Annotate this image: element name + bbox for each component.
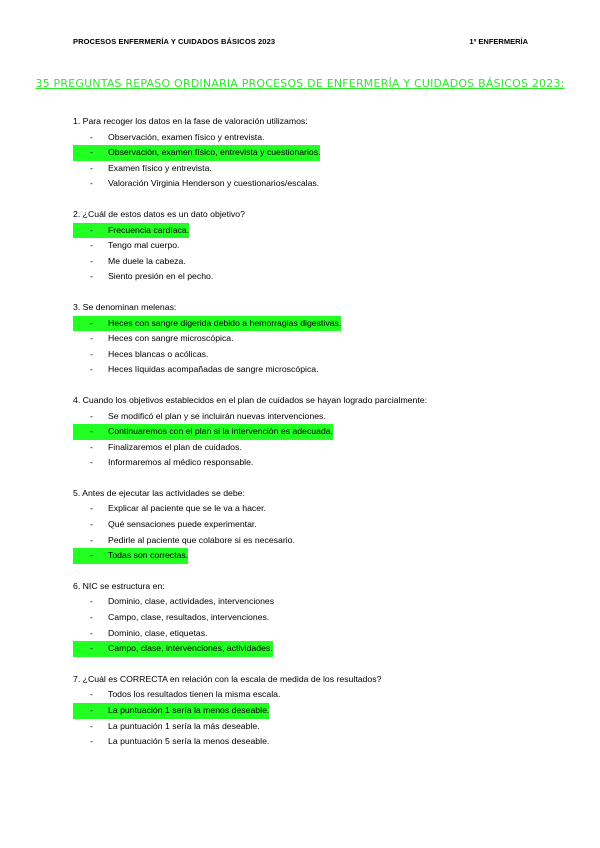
option-text: Heces con sangre microscópica. (108, 333, 234, 344)
option-text: Heces blancas o acólicas. (108, 348, 209, 359)
option-text: Frecuencia cardíaca. (108, 223, 189, 239)
option-text: Pedirle al paciente que colabore si es necesario. (108, 534, 295, 545)
answer-option (73, 238, 533, 254)
option-text: Campo, clase, resultados, intervenciones. (108, 612, 270, 623)
answer-option (73, 517, 533, 533)
option-text: Heces líquidas acompañadas de sangre microscópica. (108, 364, 319, 375)
answer-option (73, 734, 533, 750)
option-text: Todos los resultados tienen la misma escala. (108, 689, 281, 700)
option-bullet: - (73, 641, 108, 657)
option-bullet: - (90, 178, 93, 189)
option-bullet: - (90, 627, 93, 638)
answer-option (73, 594, 533, 610)
answer-option-correct (73, 703, 533, 719)
option-text: Finalizaremos el plan de cuidados. (108, 441, 242, 452)
question-text: 3. Se denominan melenas: (73, 301, 177, 312)
option-bullet: - (90, 596, 93, 607)
option-bullet: - (90, 162, 93, 173)
answer-option (73, 130, 533, 146)
option-text: Informaremos al médico responsable. (108, 457, 254, 468)
question-1 (73, 114, 533, 192)
header-course-title: PROCESOS ENFERMERÍA Y CUIDADOS BÁSICOS 2023 (73, 37, 276, 46)
answer-option (73, 331, 533, 347)
option-text: Observación, examen físico y entrevista. (108, 131, 265, 142)
question-4 (73, 393, 533, 471)
answer-option (73, 455, 533, 471)
option-bullet: - (73, 223, 108, 239)
question-list (73, 114, 533, 765)
question-text: 5. Antes de ejecutar las actividades se debe: (73, 487, 245, 498)
answer-option (73, 362, 533, 378)
answer-option (73, 440, 533, 456)
answer-option (73, 176, 533, 192)
option-text: Heces con sangre digerida debido a hemorragias digestivas. (108, 316, 341, 332)
answer-option (73, 347, 533, 363)
answer-option (73, 161, 533, 177)
option-bullet: - (90, 410, 93, 421)
answer-option (73, 501, 533, 517)
question-3 (73, 300, 533, 378)
option-bullet: - (90, 503, 93, 514)
option-text: Dominio, clase, etiquetas. (108, 627, 208, 638)
option-bullet: - (73, 703, 108, 719)
question-7 (73, 672, 533, 750)
option-bullet: - (90, 240, 93, 251)
question-text: 2. ¿Cuál de estos datos es un dato objetivo? (73, 208, 245, 219)
question-text: 4. Cuando los objetivos establecidos en el plan de cuidados se hayan logrado parcialmente: (73, 394, 428, 405)
option-text: Explicar al paciente que se le va a hacer. (108, 503, 266, 514)
option-bullet: - (90, 364, 93, 375)
option-bullet: - (90, 333, 93, 344)
option-bullet: - (90, 255, 93, 266)
answer-option-correct (73, 424, 533, 440)
option-text: Qué sensaciones puede experimentar. (108, 519, 257, 530)
option-text: Tengo mal cuerpo. (108, 240, 180, 251)
answer-option (73, 626, 533, 642)
answer-option-correct (73, 641, 533, 657)
option-bullet: - (90, 689, 93, 700)
option-bullet: - (90, 612, 93, 623)
answer-option (73, 687, 533, 703)
option-bullet: - (73, 316, 108, 332)
option-text: La puntuación 1 sería la menos deseable. (108, 703, 269, 719)
option-bullet: - (73, 145, 108, 161)
answer-option (73, 610, 533, 626)
option-text: Valoración Virginia Henderson y cuestionarios/escalas. (108, 178, 320, 189)
option-bullet: - (90, 457, 93, 468)
answer-option (73, 409, 533, 425)
header-course-year: 1º ENFERMERÍA (469, 37, 528, 46)
option-bullet: - (73, 424, 108, 440)
option-text: Me duele la cabeza. (108, 255, 186, 266)
option-bullet: - (90, 736, 93, 747)
option-text: Observación, examen físico, entrevista y cuestionarios. (108, 145, 320, 161)
answer-option (73, 254, 533, 270)
option-text: La puntuación 1 sería la más deseable. (108, 720, 260, 731)
answer-option-correct (73, 316, 533, 332)
option-bullet: - (90, 519, 93, 530)
option-text: Continuaremos con el plan si la intervención es adecuada. (108, 424, 333, 440)
question-text: 1. Para recoger los datos en la fase de valoración utilizamos: (73, 116, 308, 126)
question-2 (73, 207, 533, 285)
answer-option-correct (73, 145, 533, 161)
question-5 (73, 486, 533, 564)
option-bullet: - (90, 720, 93, 731)
option-bullet: - (90, 131, 93, 142)
option-text: Campo, clase, intervenciones, actividades. (108, 641, 273, 657)
answer-option (73, 719, 533, 735)
option-bullet: - (73, 548, 108, 564)
option-bullet: - (90, 271, 93, 282)
option-text: Se modificó el plan y se incluirán nuevas intervenciones. (108, 410, 326, 421)
answer-option (73, 533, 533, 549)
question-text: 6. NIC se estructura en: (73, 580, 165, 591)
option-text: Todas son correctas. (108, 548, 188, 564)
question-6 (73, 579, 533, 657)
answer-option-correct (73, 548, 533, 564)
option-text: Dominio, clase, actividades, intervenciones (108, 596, 275, 607)
answer-option-correct (73, 223, 533, 239)
answer-option (73, 269, 533, 285)
option-text: Examen físico y entrevista. (108, 162, 212, 173)
question-text: 7. ¿Cuál es CORRECTA en relación con la escala de medida de los resultados? (73, 673, 382, 684)
option-bullet: - (90, 534, 93, 545)
option-bullet: - (90, 441, 93, 452)
option-text: La puntuación 5 sería la menos deseable. (108, 736, 270, 747)
option-bullet: - (90, 348, 93, 359)
option-text: Siento presión en el pecho. (108, 271, 214, 282)
page-title: 35 PREGUNTAS REPASO ORDINARIA PROCESOS DE ENFERMERÍA Y CUIDADOS BÁSICOS 2023: (35, 77, 565, 90)
